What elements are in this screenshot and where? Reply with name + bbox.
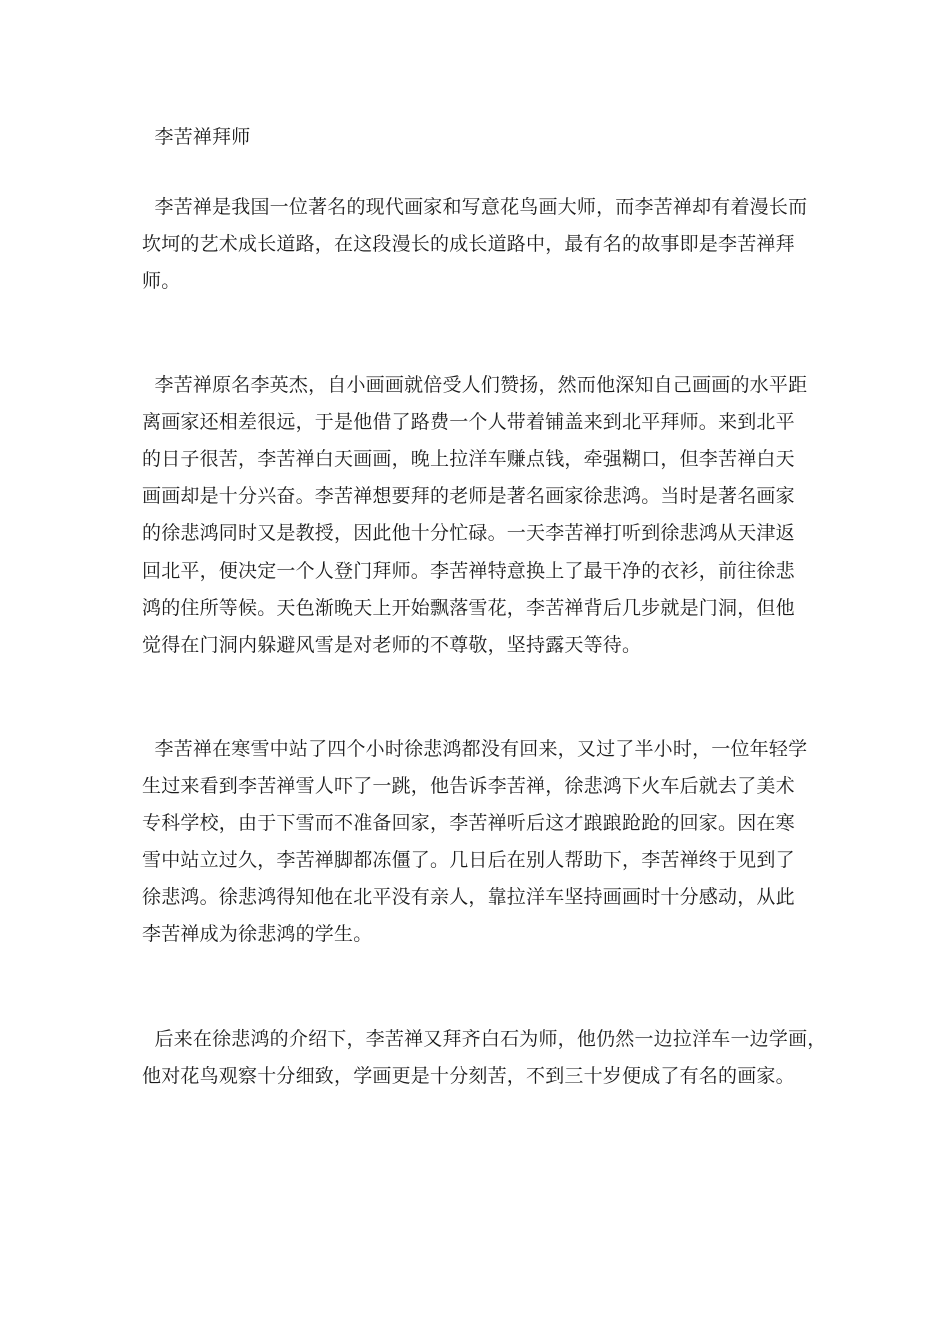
- paragraph-line: 雪中站立过久，李苦禅脚都冻僵了。几日后在别人帮助下，李苦禅终于见到了: [142, 849, 795, 871]
- paragraph-line: 李苦禅在寒雪中站了四个小时徐悲鸿都没有回来，又过了半小时，一位年轻学: [142, 738, 808, 760]
- paragraph-line: 他对花鸟观察十分细致，学画更是十分刻苦，不到三十岁便成了有名的画家。: [142, 1065, 795, 1087]
- paragraph-line: 的徐悲鸿同时又是教授，因此他十分忙碌。一天李苦禅打听到徐悲鸿从天津返: [142, 522, 795, 544]
- paragraph-line: 回北平，便决定一个人登门拜师。李苦禅特意换上了最干净的衣衫，前往徐悲: [142, 560, 795, 582]
- paragraph-line: 李苦禅是我国一位著名的现代画家和写意花鸟画大师，而李苦禅却有着漫长而: [142, 196, 808, 218]
- paragraph-line: 李苦禅成为徐悲鸿的学生。: [142, 923, 373, 945]
- paragraph-line: 鸿的住所等候。天色渐晚天上开始飘落雪花，李苦禅背后几步就是门洞，但他: [142, 597, 795, 619]
- paragraph-line: 离画家还相差很远，于是他借了路费一个人带着铺盖来到北平拜师。来到北平: [142, 411, 795, 433]
- paragraph-line: 坎坷的艺术成长道路，在这段漫长的成长道路中，最有名的故事即是李苦禅拜: [142, 233, 795, 255]
- paragraph-line: 李苦禅原名李英杰，自小画画就倍受人们赞扬，然而他深知自己画画的水平距: [142, 374, 808, 396]
- paragraph-line: 徐悲鸿。徐悲鸿得知他在北平没有亲人，靠拉洋车坚持画画时十分感动，从此: [142, 886, 795, 908]
- paragraph-line: 画画却是十分兴奋。李苦禅想要拜的老师是著名画家徐悲鸿。当时是著名画家: [142, 485, 795, 507]
- paragraph-line: 觉得在门洞内躲避风雪是对老师的不尊敬，坚持露天等待。: [142, 634, 642, 656]
- paragraph-line: 师。: [142, 270, 181, 292]
- paragraph-line: 后来在徐悲鸿的介绍下，李苦禅又拜齐白石为师，他仍然一边拉洋车一边学画，: [142, 1028, 827, 1050]
- paragraph-line: 生过来看到李苦禅雪人吓了一跳，他告诉李苦禅，徐悲鸿下火车后就去了美术: [142, 775, 795, 797]
- paragraph-line: 的日子很苦，李苦禅白天画画，晚上拉洋车赚点钱，牵强糊口，但李苦禅白天: [142, 448, 795, 470]
- document-title: 李苦禅拜师: [154, 126, 251, 148]
- paragraph-line: 专科学校，由于下雪而不准备回家，李苦禅听后这才踉踉跄跄的回家。因在寒: [142, 812, 795, 834]
